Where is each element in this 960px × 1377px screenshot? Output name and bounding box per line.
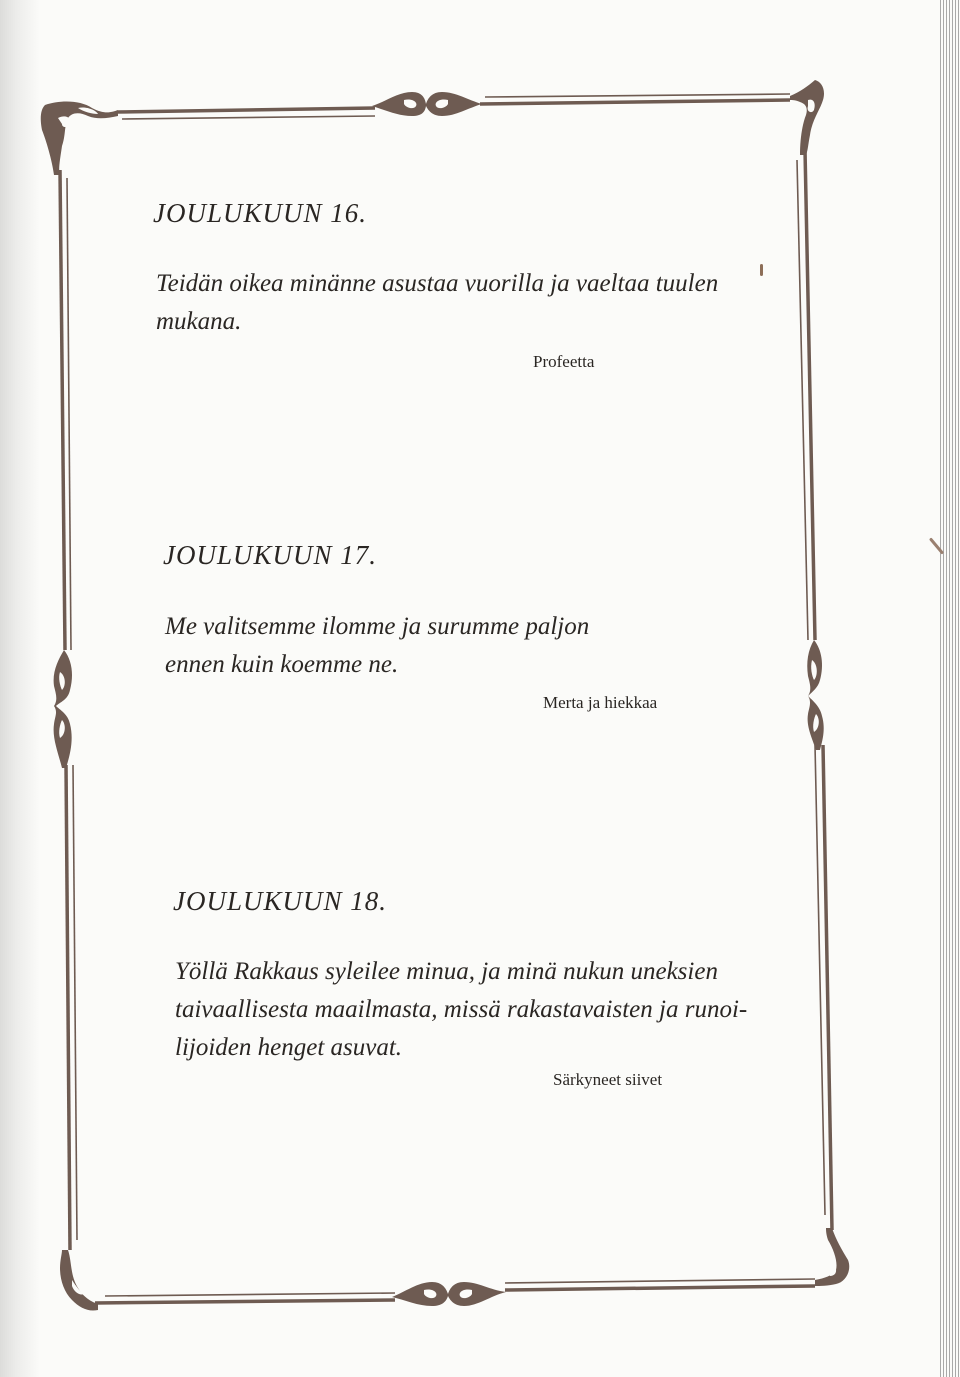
quote-line: Teidän oikea minänne asustaa vuorilla ja vaeltaa tuulen	[156, 270, 719, 297]
entry-december-16	[153, 198, 367, 229]
entry-source: Profeetta	[533, 352, 595, 371]
quote-line: mukana.	[156, 308, 242, 335]
entry-heading: JOULUKUUN 18.	[173, 886, 388, 916]
quote-line: ennen kuin koemme ne.	[165, 651, 399, 678]
top-center-ornament	[372, 92, 482, 116]
scan-speck	[760, 264, 763, 276]
corner-ornament-bottom-right	[815, 1228, 849, 1286]
right-center-ornament	[807, 640, 823, 750]
entry-december-18	[173, 886, 387, 917]
quote-line: lijoiden henget asuvat.	[175, 1034, 403, 1061]
entry-heading: JOULUKUUN 17.	[163, 540, 378, 570]
quote-line: Me valitsemme ilomme ja surumme paljon	[165, 613, 590, 640]
entry-december-17	[163, 540, 377, 571]
entry-quote	[156, 265, 718, 341]
corner-ornament-top-left	[41, 102, 118, 175]
bottom-center-ornament	[392, 1282, 506, 1306]
entry-quote	[165, 608, 589, 684]
entry-quote	[175, 953, 747, 1067]
entry-source: Merta ja hiekkaa	[543, 693, 658, 712]
entry-heading: JOULUKUUN 16.	[153, 198, 368, 228]
left-center-ornament	[54, 650, 72, 768]
quote-line: taivaallisesta maailmasta, missä rakastavaisten ja runoi-	[175, 996, 748, 1023]
corner-ornament-top-right	[790, 80, 824, 155]
quote-line: Yöllä Rakkaus syleilee minua, ja minä nukun uneksien	[175, 958, 718, 985]
entry-source: Särkyneet siivet	[553, 1070, 663, 1089]
corner-ornament-bottom-left	[60, 1250, 98, 1311]
